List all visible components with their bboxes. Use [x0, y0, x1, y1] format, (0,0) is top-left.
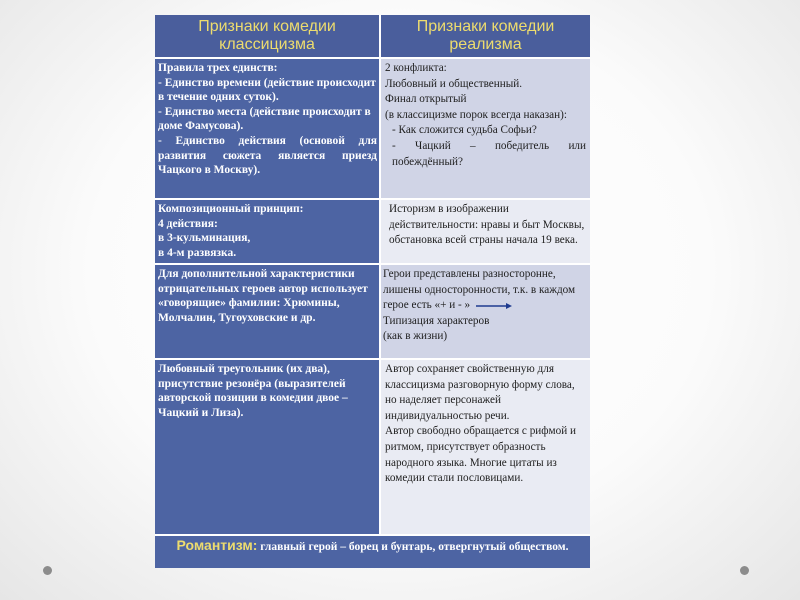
- cell-line: Автор сохраняет свойственную для классицизма разговорную форму слова, но наделяет персонажей индивидуальностью речи.: [385, 363, 575, 422]
- cell-line: - Единство времени (действие происходит в течение одних суток).: [158, 76, 376, 104]
- cell-line: Любовный и общественный.: [385, 77, 523, 90]
- cell-line: в 4-м развязка.: [158, 246, 237, 259]
- cell-line: Типизация характеров: [383, 314, 490, 327]
- cell-line: - Чацкий – победитель или побеждённый?: [392, 139, 586, 168]
- cell-line: Композиционный принцип:: [158, 203, 304, 215]
- cell-line: 2 конфликта:: [385, 62, 447, 74]
- cell-classicism-composition: [155, 200, 381, 265]
- header-realism: Признаки комедии реализма: [381, 15, 590, 59]
- cell-classicism-triangle: [155, 360, 381, 536]
- slide-dot-right-icon: [740, 566, 749, 575]
- cell-line: 4 действия:: [158, 217, 218, 230]
- cell-line: Для дополнительной характеристики отрицательных героев автор использует «говорящие» фамилии: Хрюмины, Молчалин, Тугоуховские и др.: [158, 268, 368, 324]
- cell-line: - Единство действия (основой для развития сюжета является приезд Чацкого в Москву).: [158, 134, 377, 177]
- cell-realism-historicism: [381, 200, 590, 265]
- romanticism-text: главный герой – борец и бунтарь, отвергнутый обществом.: [257, 541, 569, 553]
- cell-line: Герои представлены разносторонне, лишены односторонности, т.к. в каждом герое есть «+ и - »: [383, 268, 576, 312]
- cell-line: Историзм в изображении действительности: нравы и быт Москвы, обстановка всей страны начала 19 века.: [389, 203, 585, 247]
- cell-line: - Единство места (действие происходит в доме Фамусова).: [158, 105, 371, 133]
- cell-line: Любовный треугольник (их два), присутствие резонёра (выразителей авторской позиции в комедии двое – Чацкий и Лиза).: [158, 363, 348, 419]
- cell-realism-language: [381, 360, 590, 536]
- romanticism-label: Романтизм:: [176, 537, 258, 553]
- cell-line: (как в жизни): [383, 330, 448, 343]
- cell-line: в 3-кульминация,: [158, 232, 251, 245]
- cell-line: Автор свободно обращается с рифмой и ритмом, присутствует образность народного языка. Многие цитаты из комедии стали пословицами.: [385, 425, 576, 485]
- cell-line: - Как сложится судьба Софьи?: [392, 124, 537, 137]
- cell-line: (в классицизме порок всегда наказан):: [385, 108, 567, 121]
- header-classicism: Признаки комедии классицизма: [155, 15, 381, 59]
- cell-line: Правила трех единств:: [158, 62, 278, 74]
- cell-classicism-names: [155, 265, 381, 360]
- cell-realism-conflicts: [381, 59, 590, 200]
- cell-realism-heroes: [381, 265, 590, 360]
- slide-dot-left-icon: [43, 566, 52, 575]
- right-arrow-icon: [476, 303, 512, 309]
- cell-classicism-unities: [155, 59, 381, 200]
- comparison-table: [155, 15, 590, 568]
- romanticism-footer: [155, 536, 590, 568]
- cell-line: Финал открытый: [385, 93, 467, 106]
